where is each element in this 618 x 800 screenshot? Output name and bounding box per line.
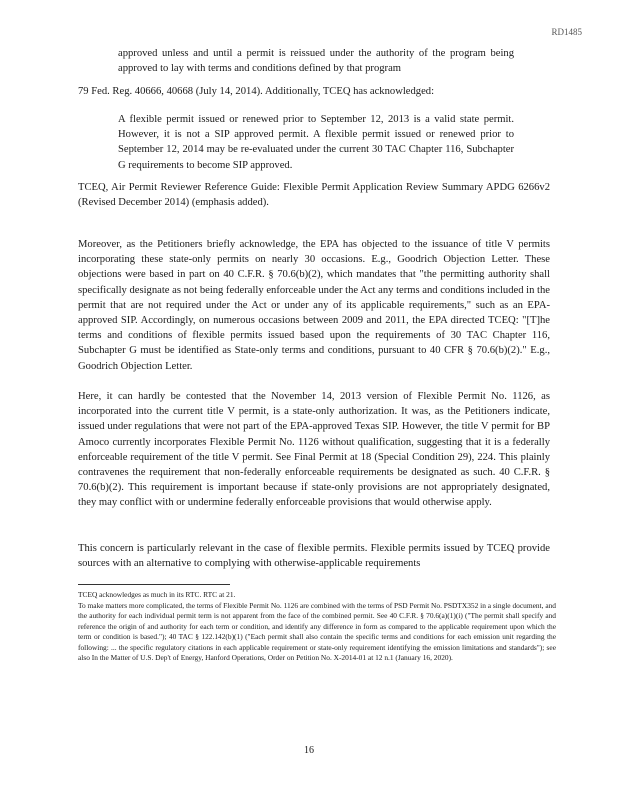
body-paragraph-concern: This concern is particularly relevant in the case of flexible permits. Flexible permits issued by TCEQ provide sources with an alternative to complying with otherwise-applicable requirements (78, 543, 550, 570)
footnote-2: To make matters more complicated, the terms of Flexible Permit No. 1126 are combined with the terms of PSD Permit No. PSDTX352 in a single document, and the authority for each individual permit term is not apparent from the face of the combined permit. See 40 C.F.R. § 70.6(a)(1)(i) ("The permit shall specify and reference the origin of and authority for each term or condition, and identify any difference in form as compared to the applicable requirement upon which the term or condition is based."); 40 TAC § 122.142(b)(1) ("Each permit shall also contain the specific terms and conditions for each emission unit regarding the following: ... the specific regulatory citations in each applicable requirement or state-only requirement identifying the emission limitations and standards"); see also In the Matter of U.S. Dep't of Energy, Hanford Operations, Order on Petition No. X-2014-01 at 12 n.1 (January 16, 2020). (78, 601, 556, 663)
footnote-divider (78, 584, 230, 585)
body-paragraph-objections: Moreover, as the Petitioners briefly acknowledge, the EPA has objected to the issuance of title V permits incorporating these state-only permits on nearly 30 occasions. E.g., Goodrich Objection Letter. These objections were based in part on 40 C.F.R. § 70.6(b)(2), which mandates that "the permitting authority shall specifically designate as not being federally enforceable under the Act any terms and conditions included in the permit that are not required under the Act or under any of its applicable requirements," such as an EPA-approved SIP. Accordingly, on numerous occasions between 2009 and 2011, the EPA directed TCEQ: "[T]he terms and conditions of flexible permits issued based upon the requirements of 30 TAC Chapter 116, Subchapter G must be identified as State-only terms and conditions, pursuant to 40 CFR § 70.6(b)(2)." E.g., Goodrich Objection Letter. (78, 239, 550, 372)
quote-continuation: approved unless and until a permit is reissued under the authority of the program being approved to lay with terms and conditions defined by that program (118, 48, 514, 75)
footnote-1: TCEQ acknowledges as much in its RTC. RTC at 21. (78, 590, 236, 599)
body-paragraph-flexible-permit: Here, it can hardly be contested that the November 14, 2013 version of Flexible Permit No. 1126, as incorporated into the current title V permit, is a state-only authorization. It was, as the Petitioners indicate, issued under regulations that were not part of the EPA-approved Texas SIP. However, the title V permit for BP Amoco currently incorporates Flexible Permit No. 1126 without qualification, suggesting that it is a federally enforceable requirement of the title V permit. See Final Permit at 18 (Special Condition 29), 224. This plainly contravenes the requirement that non-federally enforceable requirements be designated as such. 40 C.F.R. § 70.6(b)(2). This requirement is important because if state-only provisions are not appropriately designated, they may conflict with or undermine federally enforceable provisions that would otherwise apply. (78, 391, 550, 509)
document-id: RD1485 (551, 27, 582, 37)
tceq-citation: TCEQ, Air Permit Reviewer Reference Guide: Flexible Permit Application Review Summary APDG 6266v2 (Revised December 2014) (emphasis added). (78, 182, 550, 209)
tceq-block-quote: A flexible permit issued or renewed prior to September 12, 2013 is a valid state permit. However, it is not a SIP approved permit. A flexible permit issued or renewed prior to September 12, 2014 may be re-evaluated under the current 30 TAC Chapter 116, Subchapter G requirements to become SIP approved. (118, 114, 514, 171)
page-number: 16 (304, 745, 314, 756)
citation-paragraph: 79 Fed. Reg. 40666, 40668 (July 14, 2014). Additionally, TCEQ has acknowledged: (78, 86, 435, 97)
